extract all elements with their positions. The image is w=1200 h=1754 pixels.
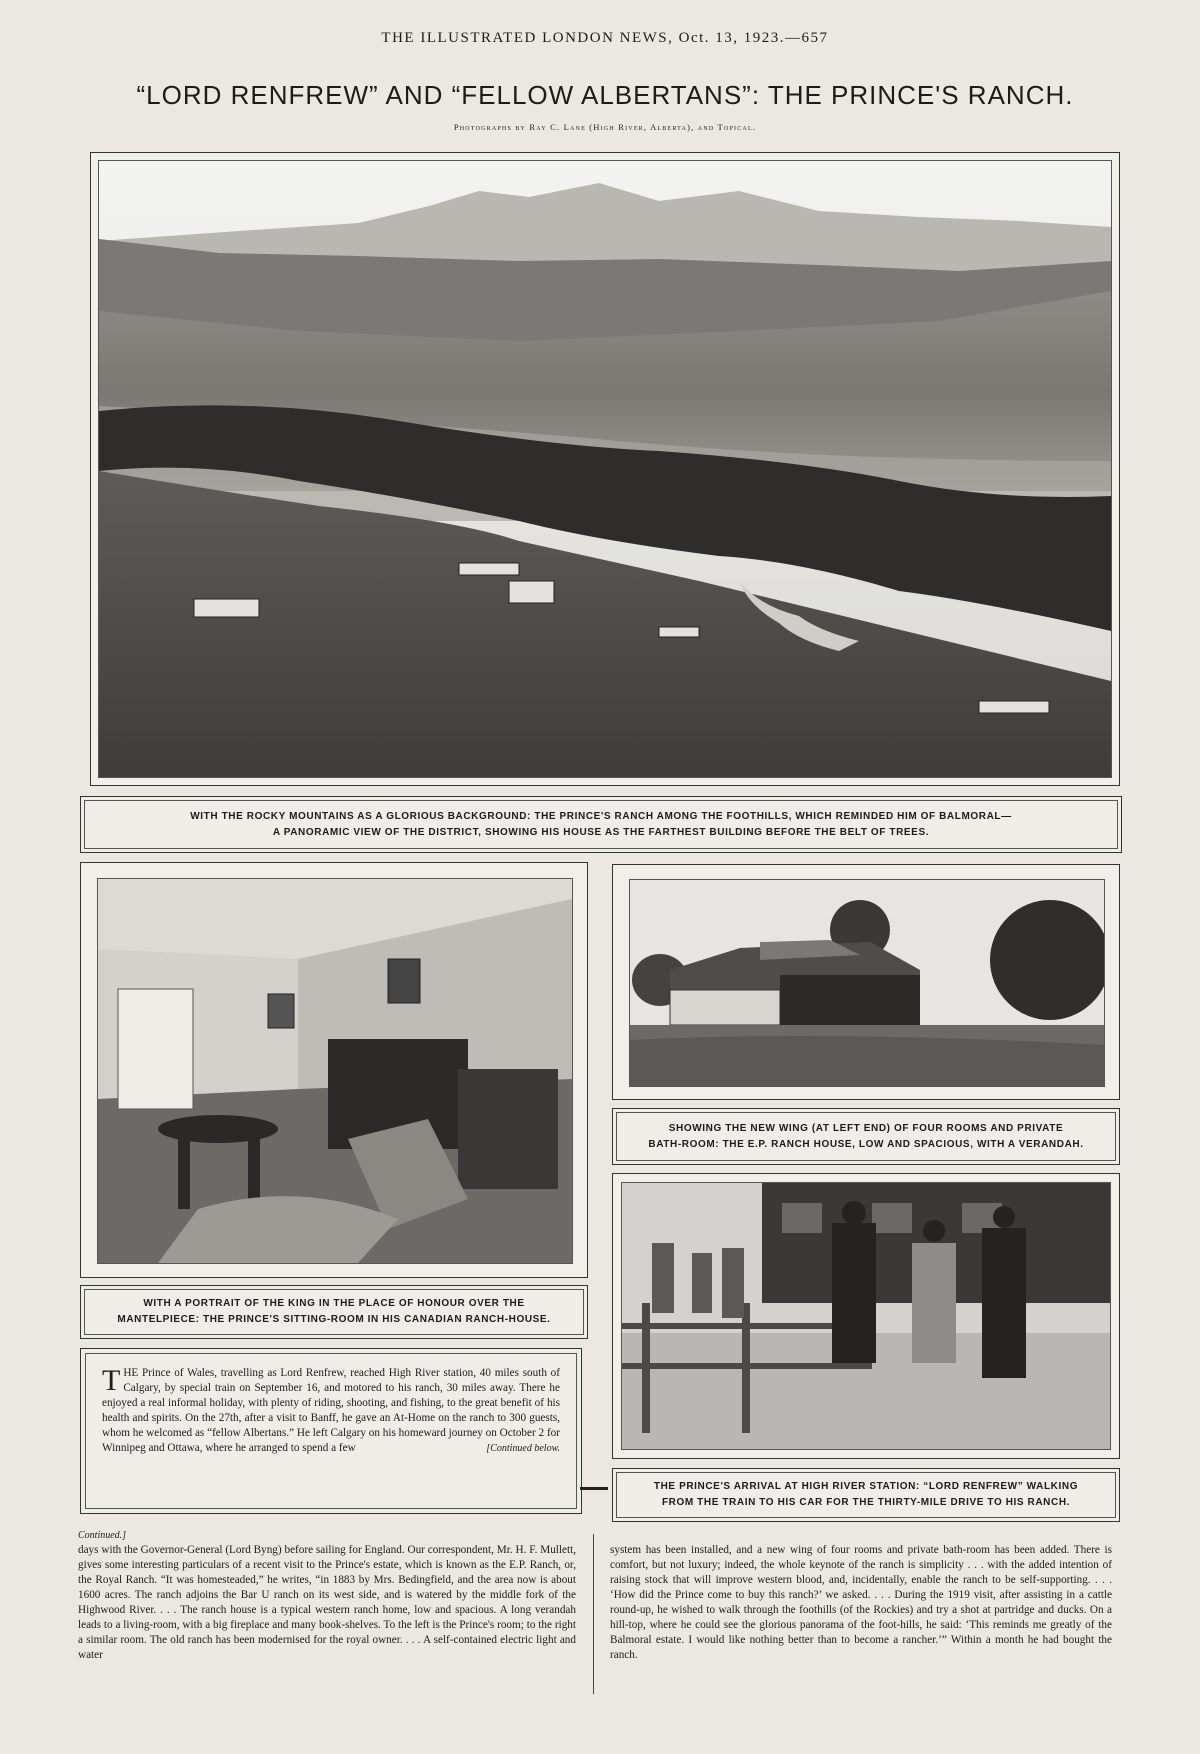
sitting-room-caption-line1: WITH A PORTRAIT OF THE KING IN THE PLACE OF HONOUR OVER THE: [143, 1298, 525, 1309]
arrival-photo-frame: [612, 1173, 1120, 1459]
arrival-caption-line1: THE PRINCE'S ARRIVAL AT HIGH RIVER STATION: “LORD RENFREW” WALKING: [653, 1481, 1079, 1492]
panorama-photo-frame: [90, 152, 1120, 786]
panorama-caption-line1: WITH THE ROCKY MOUNTAINS AS A GLORIOUS BACKGROUND: THE PRINCE'S RANCH AMONG THE FOOTHILLS, WHICH REMINDED HIM OF BALMORAL—: [190, 810, 1012, 822]
sitting-room-caption: [80, 1285, 588, 1339]
page-header: THE ILLUSTRATED LONDON NEWS, Oct. 13, 1923.—657: [381, 30, 829, 46]
ranch-house-caption-line2: BATH-ROOM: THE E.P. RANCH HOUSE, LOW AND SPACIOUS, WITH A VERANDAH.: [648, 1138, 1084, 1150]
panorama-photo: [98, 160, 1112, 778]
ranch-house-caption: [612, 1108, 1120, 1165]
panorama-caption: [80, 796, 1122, 853]
arrival-photo: [621, 1182, 1111, 1450]
arrival-caption: [612, 1468, 1120, 1522]
article-column-right: [610, 1543, 1112, 1663]
sitting-room-photo: [97, 878, 573, 1264]
article-column-left: [78, 1528, 576, 1663]
ranch-house-photo-frame: [612, 864, 1120, 1100]
photo-credit: Photographs by Ray C. Lane (High River, Alberta), and Topical.: [453, 122, 757, 132]
column-divider: [593, 1534, 594, 1694]
intro-text-box: [80, 1348, 582, 1514]
arrival-caption-line2: FROM THE TRAIN TO HIS CAR FOR THE THIRTY-MILE DRIVE TO HIS RANCH.: [661, 1497, 1071, 1508]
sitting-room-caption-line2: MANTELPIECE: THE PRINCE'S SITTING-ROOM IN HIS CANADIAN RANCH-HOUSE.: [117, 1314, 551, 1325]
panorama-caption-line2: A PANORAMIC VIEW OF THE DISTRICT, SHOWING HIS HOUSE AS THE FARTHEST BUILDING BEFORE THE BELT OF TREES.: [272, 826, 930, 838]
continued-below-note: [Continued below.: [486, 1443, 560, 1454]
sitting-room-photo-frame: [80, 862, 588, 1278]
intro-dropcap: T: [102, 1364, 121, 1397]
continued-label: Continued.]: [78, 1530, 127, 1541]
continuation-connector: [580, 1487, 608, 1490]
page-title: “LORD RENFREW” AND “FELLOW ALBERTANS”: THE PRINCE'S RANCH.: [136, 80, 1074, 110]
article-text-right: system has been installed, and a new wing of four rooms and private bath-room has been added. There is comfort, but not luxury; indeed, the whole keynote of the ranch is simplicity . . . with the added intention of raising stock that will improve western blood, and, incidentally, enable the ranch to be self-supporting. . . . ‘How did the Prince come to buy this ranch?’ we asked. . . . During the 1919 visit, after assisting in a cattle round-up, he wished to walk through the foothills (of the Rockies) and try a shot at partridge and ducks. On a hill-top, where he could see the glorious panorama of the foot-hills, he said: ‘This reminds me greatly of the Balmoral estate. I would like nothing better than to become a rancher.’” Within a month he had bought the ranch.: [610, 1544, 1112, 1661]
intro-text: HE Prince of Wales, travelling as Lord Renfrew, reached High River station, 40 miles south of Calgary, by special train on September 16, and motored to his ranch, 30 miles away. There he enjoyed a real informal holiday, with plenty of riding, shooting, and fishing, to the great benefit of his health and spirits. On the 27th, after a visit to Banff, he gave an At-Home on the ranch to 300 guests, whom he welcomed as “fellow Albertans.” He left Calgary on his homeward journey on October 2 for Winnipeg and Ottawa, where he arranged to spend a few: [102, 1367, 560, 1454]
ranch-house-caption-line1: SHOWING THE NEW WING (AT LEFT END) OF FOUR ROOMS AND PRIVATE: [668, 1122, 1064, 1134]
article-text-left: days with the Governor-General (Lord Byng) before sailing for England. Our correspondent, Mr. H. F. Mullett, gives some interesting particulars of a recent visit to the Prince's estate, which is known as the E.P. Ranch, or, the Royal Ranch. “It was homesteaded,” he writes, “in 1883 by Mrs. Bedingfield, and the area now is about 1600 acres. The ranch adjoins the Bar U ranch on its west side, and is watered by the middle fork of the Highwood River. . . . The ranch house is a typical western ranch home, low and spacious. A long verandah leads to a living-room, with a big fireplace and many book-shelves. To the left is the Prince's room; to the right a similar room. The old ranch has been modernised for the royal owner. . . . A self-contained electric light and water: [78, 1544, 576, 1661]
ranch-house-photo: [629, 879, 1105, 1087]
